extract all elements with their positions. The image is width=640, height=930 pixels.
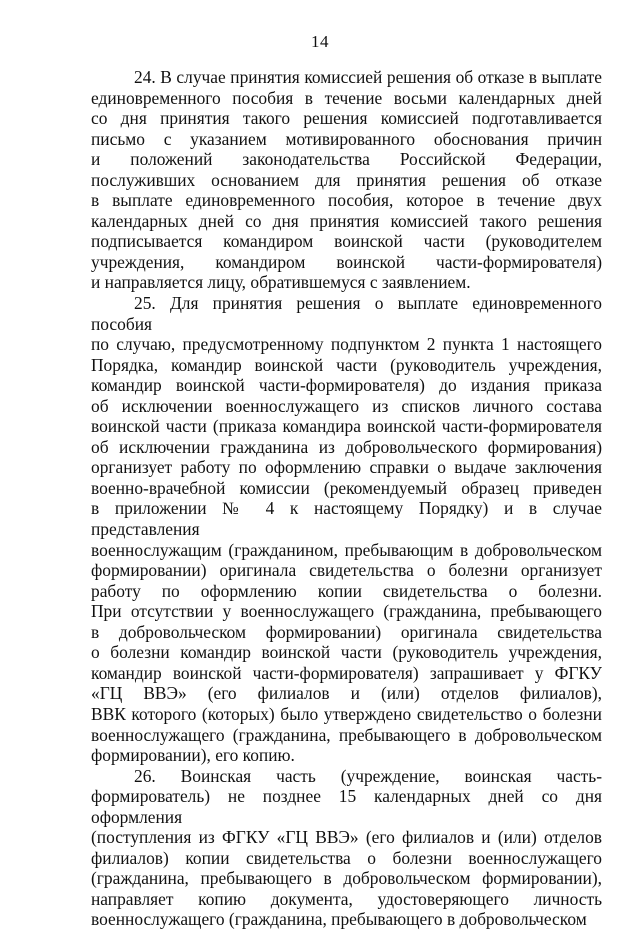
text-line: 25. Для принятия решения о выплате единовременного пособия — [91, 293, 602, 334]
text-line: в приложении № 4 к настоящему Порядку) и в случае представления — [91, 498, 602, 540]
text-line: филиалов) копии свидетельства о болезни военнослужащего — [91, 847, 602, 868]
text-line: единовременного пособия в течение восьми календарных дней — [91, 87, 602, 108]
text-line: календарных дней со дня принятия комиссией такого решения — [91, 210, 602, 231]
document-body — [91, 67, 602, 930]
text-line: по случаю, предусмотренному подпунктом 2 пункта 1 настоящего — [91, 334, 602, 355]
text-line: «ГЦ ВВЭ» (его филиалов и (или) отделов филиалов), — [91, 683, 602, 704]
paragraph — [91, 766, 602, 930]
text-line: работу по оформлению копии свидетельства о болезни. — [91, 580, 602, 601]
text-line: письмо с указанием мотивированного обоснования причин — [91, 128, 602, 149]
text-line: об исключении гражданина из добровольческого формирования) — [91, 436, 602, 457]
text-line: организует работу по оформлению справки о выдаче заключения — [91, 457, 602, 478]
text-line: При отсутствии у военнослужащего (гражданина, пребывающего — [91, 601, 602, 622]
text-line: послуживших основанием для принятия решения об отказе — [91, 169, 602, 190]
text-line: и направляется лицу, обратившемуся с заявлением. — [91, 272, 471, 293]
text-line: 26. Воинская часть (учреждение, воинская часть- — [134, 765, 602, 786]
text-line: направляет копию документа, удостоверяющего личность — [91, 888, 602, 909]
text-line: 24. В случае принятия комиссией решения об отказе в выплате — [134, 67, 602, 87]
text-line: Порядка, командир воинской части (руководитель учреждения, — [91, 354, 602, 375]
text-line: военно-врачебной комиссии (рекомендуемый образец приведен — [91, 477, 602, 498]
text-line: ВВК которого (которых) было утверждено свидетельство о болезни — [91, 703, 602, 724]
text-line: (поступления из ФГКУ «ГЦ ВВЭ» (его филиалов и (или) отделов — [91, 827, 602, 848]
text-line: военнослужащим (гражданином, пребывающим в добровольческом — [91, 539, 602, 560]
text-line: военнослужащего (гражданина, пребывающего в добровольческом — [91, 724, 602, 745]
text-line: (гражданина, пребывающего в добровольческом формировании), — [91, 868, 602, 889]
page-number: 14 — [311, 32, 329, 51]
text-line: формирователь) не позднее 15 календарных дней со дня оформления — [91, 786, 602, 827]
text-line: в выплате единовременного пособия, которое в течение двух — [91, 190, 602, 211]
text-line: подписывается командиром воинской части (руководителем — [91, 231, 602, 252]
text-line: командир воинской части-формирователя) запрашивает у ФГКУ — [91, 662, 602, 683]
paragraph — [91, 67, 602, 293]
text-line: формировании) оригинала свидетельства о болезни организует — [91, 560, 602, 581]
text-line: об исключении военнослужащего из списков личного состава — [91, 395, 602, 416]
paragraph — [91, 293, 602, 766]
text-line: учреждения, командиром воинской части-формирователя) — [91, 251, 602, 272]
text-line: в добровольческом формировании) оригинала свидетельства — [91, 621, 602, 642]
text-line: формировании), его копию. — [91, 745, 295, 766]
text-line: со дня принятия такого решения комиссией подготавливается — [91, 108, 602, 129]
text-line: о болезни командир воинской части (руководитель учреждения, — [91, 642, 602, 663]
text-line: воинской части (приказа командира воинской части-формирователя — [91, 416, 602, 437]
text-line: командир воинской части-формирователя) до издания приказа — [91, 375, 602, 396]
text-line: и положений законодательства Российской Федерации, — [91, 149, 602, 170]
text-line: военнослужащего (гражданина, пребывающего в добровольческом — [91, 909, 587, 930]
